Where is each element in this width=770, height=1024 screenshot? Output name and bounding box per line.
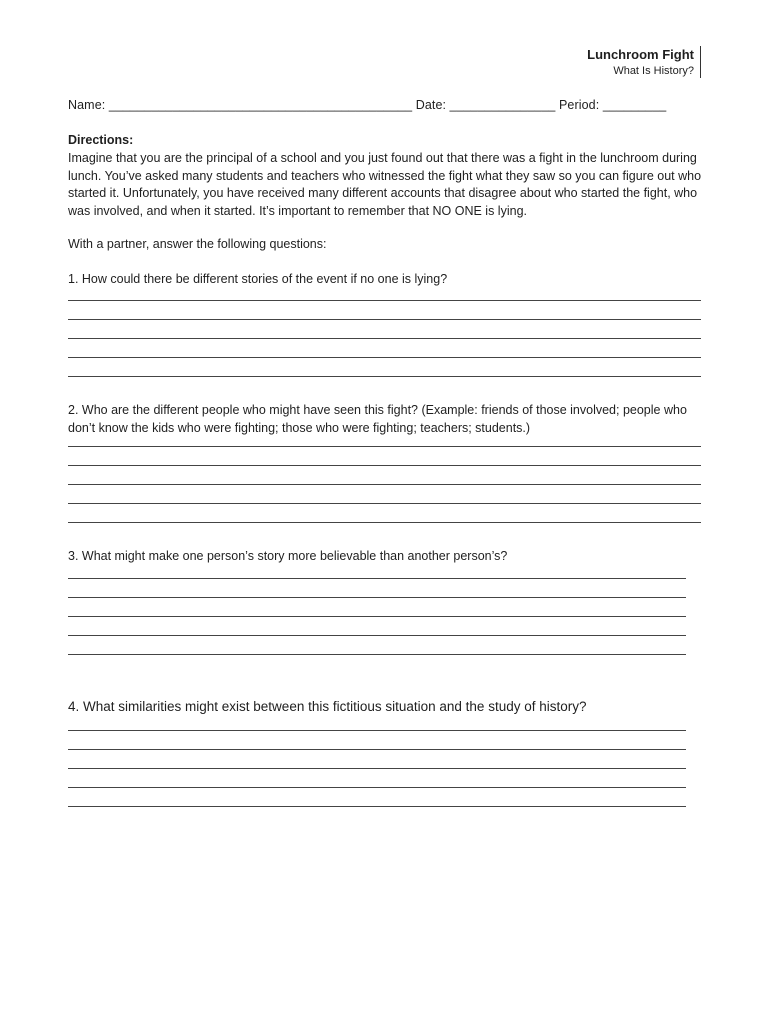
answer-line[interactable] xyxy=(68,654,686,655)
question-4: 4. What similarities might exist between this fictitious situation and the study of history? xyxy=(68,699,587,714)
answer-line[interactable] xyxy=(68,484,701,485)
answer-line[interactable] xyxy=(68,597,686,598)
document-subtitle: What Is History? xyxy=(613,65,694,77)
answer-line[interactable] xyxy=(68,749,686,750)
answer-line[interactable] xyxy=(68,446,701,447)
document-title: Lunchroom Fight xyxy=(587,47,694,62)
answer-line[interactable] xyxy=(68,522,701,523)
answer-line[interactable] xyxy=(68,730,686,731)
answer-line[interactable] xyxy=(68,300,701,301)
answer-line[interactable] xyxy=(68,319,701,320)
instruction-text: With a partner, answer the following questions: xyxy=(68,237,327,251)
answer-line[interactable] xyxy=(68,616,686,617)
name-date-period-row[interactable]: Name: ___________________________________________ Date: _______________ Period: _________ xyxy=(68,98,667,112)
answer-line[interactable] xyxy=(68,578,686,579)
question-2: 2. Who are the different people who might have seen this fight? (Example: friends of those involved; people who don’t know the kids who were fighting; those who were fighting; teachers; students.) xyxy=(68,403,687,435)
answer-line[interactable] xyxy=(68,806,686,807)
answer-line[interactable] xyxy=(68,338,701,339)
answer-line[interactable] xyxy=(68,376,701,377)
document-header xyxy=(587,46,701,78)
answer-line[interactable] xyxy=(68,635,686,636)
question-1: 1. How could there be different stories of the event if no one is lying? xyxy=(68,272,448,286)
answer-line[interactable] xyxy=(68,768,686,769)
answer-line[interactable] xyxy=(68,503,701,504)
question-3: 3. What might make one person’s story more believable than another person’s? xyxy=(68,549,508,563)
directions-text: Imagine that you are the principal of a school and you just found out that there was a fight in the lunchroom during lunch. You’ve asked many students and teachers who witnessed the fight what they saw so you can figure out who started it. Unfortunately, you have received many different accounts that disagree about who started the fight, who was involved, and when it started. It’s important to remember that NO ONE is lying. xyxy=(68,151,702,218)
answer-line[interactable] xyxy=(68,465,701,466)
directions-heading: Directions: xyxy=(68,133,134,147)
answer-line[interactable] xyxy=(68,357,701,358)
answer-line[interactable] xyxy=(68,787,686,788)
